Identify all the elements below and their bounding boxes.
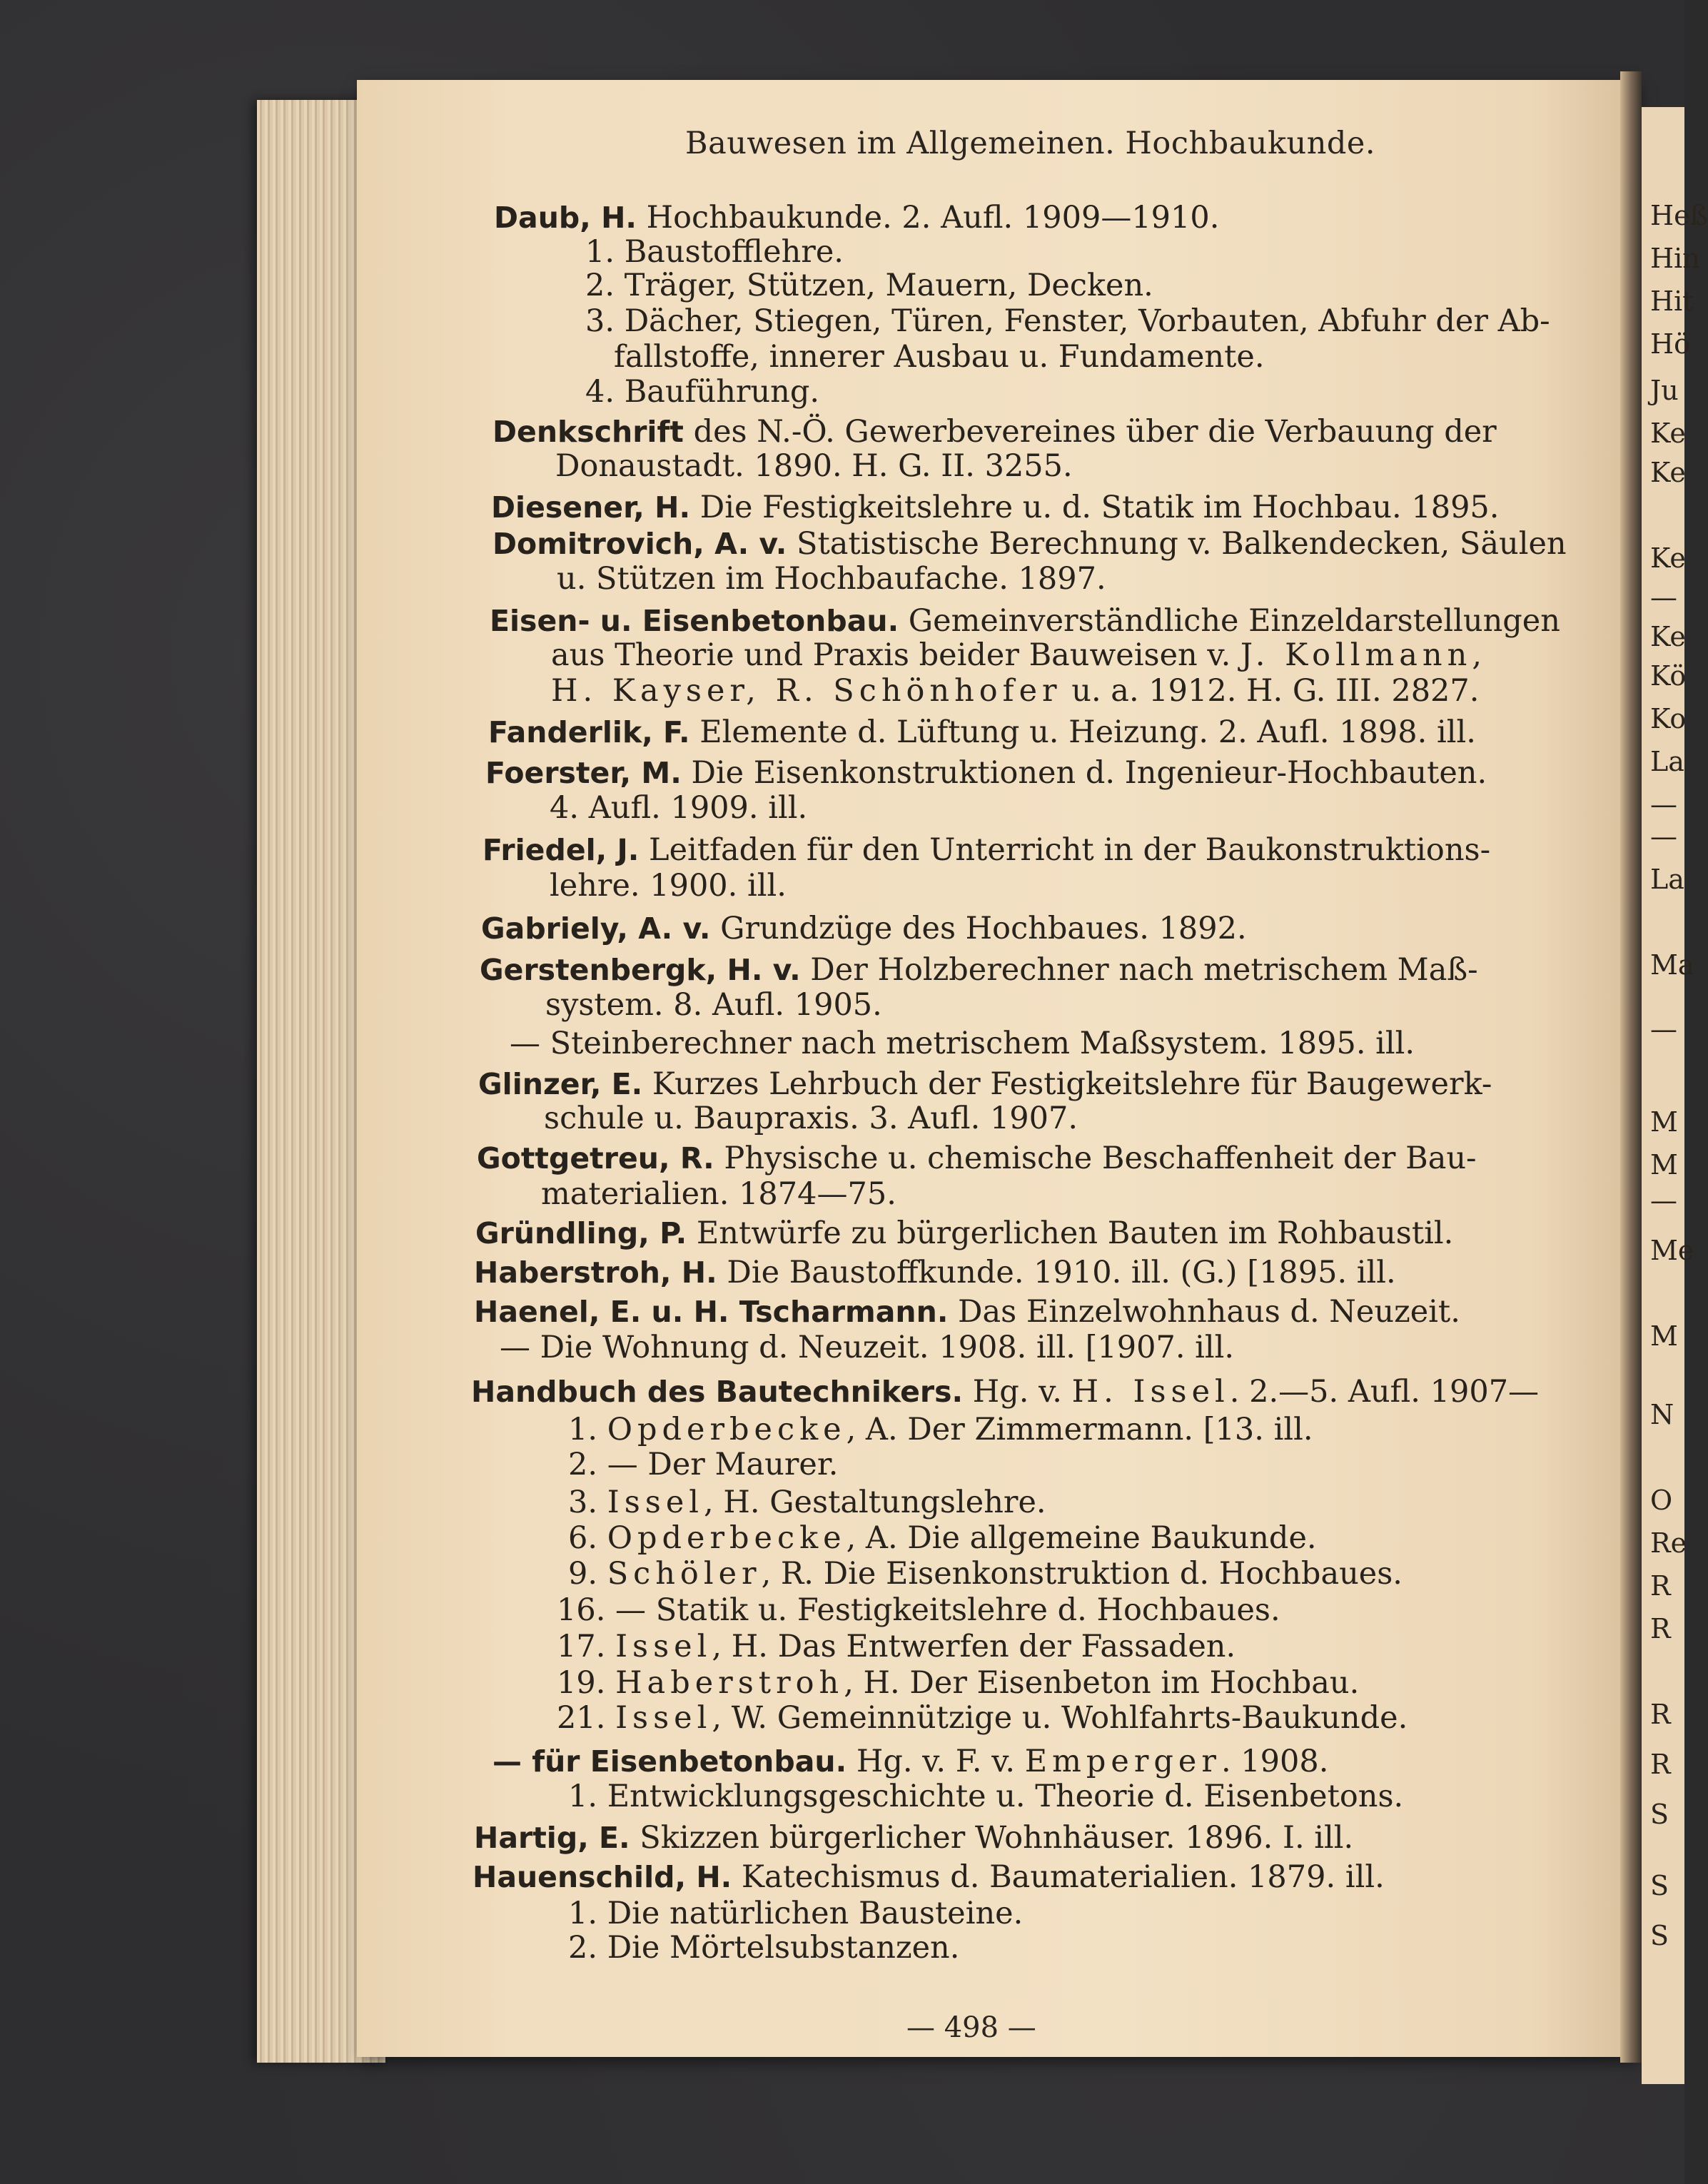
- entry-text: 2. Träger, Stützen, Mauern, Decken.: [585, 268, 1153, 303]
- entry-text: Hg. v. F. v.: [847, 1744, 1025, 1779]
- entry-text: Leitfaden für den Unterricht in der Baukonstruktions-: [639, 832, 1491, 868]
- entry-text: u. a. 1912. H. G. III. 2827.: [1061, 673, 1480, 709]
- facing-page-fragment: M: [1650, 1149, 1678, 1181]
- author-name: — für Eisenbetonbau.: [492, 1744, 847, 1779]
- entry-text: Hg. v.: [963, 1374, 1072, 1410]
- spaced-name: Opderbecke: [607, 1412, 847, 1447]
- entry-text: — Die Wohnung d. Neuzeit. 1908. ill. [1907. ill.: [500, 1330, 1235, 1365]
- spaced-name: Emperger: [1024, 1744, 1221, 1779]
- facing-page-fragment: Re: [1650, 1527, 1687, 1559]
- facing-page-fragment: Heß: [1650, 200, 1708, 231]
- entry-text: , H. Gestaltungslehre.: [704, 1485, 1046, 1520]
- entry-line: [568, 1779, 1403, 1814]
- entry-text: , W. Gemeinnützige u. Wohlfahrts-Baukunde.: [712, 1700, 1408, 1736]
- author-name: Glinzer, E.: [478, 1067, 643, 1101]
- entry-heading-line: [477, 1141, 1477, 1176]
- facing-page-fragment: La: [1650, 864, 1684, 895]
- entry-text: u. Stützen im Hochbaufache. 1897.: [557, 561, 1106, 597]
- facing-page-fragment: Ke: [1650, 418, 1686, 449]
- running-head: Bauwesen im Allgemeinen. Hochbaukunde.: [685, 126, 1376, 161]
- entry-line: [568, 1556, 1403, 1592]
- author-name: Haberstroh, H.: [474, 1255, 717, 1290]
- entry-heading-line: [474, 1294, 1460, 1330]
- facing-page-fragment: Hit: [1650, 285, 1694, 317]
- facing-page-fragment: Ju: [1650, 375, 1679, 406]
- facing-page-fragment: M: [1650, 1320, 1678, 1352]
- facing-page-fragment: O: [1650, 1485, 1673, 1516]
- entry-heading-line: [473, 1859, 1385, 1895]
- entry-line: [585, 303, 1550, 339]
- facing-page-fragment: —: [1650, 582, 1677, 613]
- entry-line: [614, 339, 1265, 375]
- entry-text: , A. Der Zimmermann. [13. ill.: [846, 1412, 1313, 1447]
- facing-page-fragment: Ke: [1650, 457, 1686, 488]
- entry-heading-line: [475, 1215, 1453, 1251]
- entry-line: [568, 1412, 1313, 1447]
- facing-page-fragment: R: [1650, 1570, 1671, 1602]
- entry-text: Physische u. chemische Beschaffenheit der Bau-: [714, 1141, 1477, 1176]
- entry-line: [500, 1330, 1234, 1365]
- facing-page-fragment: Ke: [1650, 621, 1686, 652]
- author-name: Denkschrift: [492, 415, 684, 449]
- facing-page-fragment: Hö: [1650, 328, 1691, 360]
- entry-heading-line: [492, 526, 1567, 562]
- author-name: Haenel, E. u. H. Tscharmann.: [474, 1295, 949, 1329]
- facing-page-fragment: S: [1650, 1870, 1669, 1901]
- entry-heading-line: [480, 952, 1478, 988]
- entry-text: Kurzes Lehrbuch der Festigkeitslehre für Baugewerk-: [642, 1066, 1492, 1102]
- spaced-name: Issel: [607, 1485, 704, 1520]
- entry-text: 1. Baustofflehre.: [585, 234, 844, 270]
- entry-text: — Steinberechner nach metrischem Maßsystem. 1895. ill.: [510, 1026, 1415, 1061]
- entry-line: [557, 1665, 1359, 1701]
- entry-text: , H. Der Eisenbeton im Hochbau.: [844, 1665, 1360, 1701]
- author-name: Friedel, J.: [482, 833, 640, 867]
- entry-line: [550, 868, 787, 904]
- entry-text: system. 8. Aufl. 1905.: [545, 987, 882, 1023]
- facing-page-fragment: —: [1650, 821, 1677, 852]
- spaced-name: H. Issel: [1071, 1374, 1230, 1410]
- entry-line: [550, 790, 807, 826]
- entry-text: 1.: [568, 1412, 607, 1447]
- author-name: Domitrovich, A. v.: [492, 527, 787, 561]
- entry-line: [555, 448, 1073, 484]
- facing-page-fragment: La: [1650, 746, 1684, 777]
- facing-page-fragment: Ke: [1650, 542, 1686, 574]
- spaced-name: Issel: [615, 1700, 712, 1736]
- book-gutter: [1620, 71, 1642, 2063]
- entry-heading-line: [488, 714, 1476, 750]
- entry-text: . 2.—5. Aufl. 1907—: [1229, 1374, 1540, 1410]
- entry-heading-line: [491, 490, 1499, 525]
- facing-page-fragment: S: [1650, 1920, 1669, 1951]
- page-number: — 498 —: [906, 2011, 1036, 2044]
- entry-text: , R. Die Eisenkonstruktion d. Hochbaues.: [761, 1556, 1403, 1592]
- entry-text: 3. Dächer, Stiegen, Türen, Fenster, Vorbauten, Abfuhr der Ab-: [585, 303, 1550, 339]
- entry-text: ,: [1472, 637, 1482, 673]
- entry-line: [541, 1176, 896, 1212]
- spaced-name: Opderbecke: [607, 1520, 847, 1556]
- facing-page-fragment: M: [1650, 1106, 1678, 1138]
- author-name: Diesener, H.: [491, 490, 691, 525]
- entry-text: Katechismus d. Baumaterialien. 1879. ill.: [732, 1859, 1385, 1895]
- entry-text: aus Theorie und Praxis beider Bauweisen v.: [551, 637, 1240, 673]
- entry-text: 19.: [557, 1665, 616, 1701]
- entry-heading-line: [482, 832, 1490, 868]
- spaced-name: Schöler: [607, 1556, 762, 1592]
- author-name: Daub, H.: [494, 201, 637, 235]
- facing-page-fragment: —: [1650, 1185, 1677, 1216]
- entry-text: Grundzüge des Hochbaues. 1892.: [710, 911, 1247, 946]
- entry-text: Hochbaukunde. 2. Aufl. 1909—1910.: [636, 200, 1220, 236]
- facing-page-fragment: N: [1650, 1399, 1674, 1430]
- entry-line: [545, 987, 882, 1023]
- entry-text: Donaustadt. 1890. H. G. II. 3255.: [555, 448, 1073, 484]
- author-name: Gründling, P.: [475, 1216, 687, 1250]
- entry-heading-line: [471, 1374, 1539, 1410]
- entry-line: [585, 268, 1153, 303]
- entry-text: 4. Aufl. 1909. ill.: [550, 790, 808, 826]
- entry-heading-line: [481, 911, 1247, 946]
- entry-text: , A. Die allgemeine Baukunde.: [846, 1520, 1317, 1556]
- entry-text: 16. — Statik u. Festigkeitslehre d. Hochbaues.: [557, 1592, 1280, 1628]
- entry-text: Entwürfe zu bürgerlichen Bauten im Rohbaustil.: [687, 1215, 1454, 1251]
- entry-text: 2. — Der Maurer.: [568, 1447, 839, 1482]
- entry-text: Skizzen bürgerlicher Wohnhäuser. 1896. I. ill.: [630, 1820, 1354, 1856]
- author-name: Gottgetreu, R.: [477, 1141, 714, 1176]
- entry-heading-line: [474, 1820, 1353, 1856]
- facing-page-fragment: S: [1650, 1799, 1669, 1830]
- spaced-name: J. Kollmann: [1240, 637, 1472, 673]
- entry-text: . 1908.: [1221, 1744, 1329, 1779]
- entry-text: Die Baustoffkunde. 1910. ill. (G.) [1895. ill.: [717, 1255, 1396, 1290]
- entry-line: [544, 1101, 1078, 1136]
- entry-heading-line: [485, 755, 1487, 791]
- entry-line: [557, 1700, 1408, 1736]
- entry-heading-line: [478, 1066, 1492, 1102]
- facing-page-fragment: R: [1650, 1749, 1671, 1780]
- author-name: Gerstenbergk, H. v.: [480, 953, 801, 987]
- entry-heading-line: [492, 414, 1497, 450]
- entry-line: [557, 561, 1106, 597]
- entry-text: , H. Das Entwerfen der Fassaden.: [712, 1629, 1236, 1664]
- entry-text: 1. Die natürlichen Bausteine.: [568, 1896, 1024, 1931]
- entry-text: lehre. 1900. ill.: [550, 868, 787, 904]
- facing-page-fragment: R: [1650, 1613, 1671, 1644]
- entry-text: 1. Entwicklungsgeschichte u. Theorie d. Eisenbetons.: [568, 1779, 1404, 1814]
- author-name: Eisen- u. Eisenbetonbau.: [490, 604, 899, 638]
- author-name: Handbuch des Bautechnikers.: [471, 1375, 964, 1409]
- entry-text: Elemente d. Lüftung u. Heizung. 2. Aufl. 1898. ill.: [689, 714, 1476, 750]
- entry-text: Statistische Berechnung v. Balkendecken, Säulen: [787, 526, 1567, 562]
- entry-heading-line: [474, 1255, 1396, 1290]
- entry-heading-line: [492, 1744, 1328, 1779]
- author-name: Hauenschild, H.: [473, 1860, 732, 1894]
- author-name: Hartig, E.: [474, 1821, 630, 1855]
- entry-heading-line: [490, 603, 1560, 639]
- entry-line: [510, 1026, 1415, 1061]
- facing-page-fragment: Ko: [1650, 703, 1687, 734]
- entry-line: [568, 1520, 1317, 1556]
- entry-line: [568, 1896, 1023, 1931]
- facing-page-fragment: Kö: [1650, 660, 1687, 692]
- entry-text: Der Holzberechner nach metrischem Maß-: [800, 952, 1478, 988]
- author-name: Fanderlik, F.: [488, 715, 690, 749]
- entry-text: Die Festigkeitslehre u. d. Statik im Hochbau. 1895.: [690, 490, 1500, 525]
- facing-page-fragment: Me: [1650, 1235, 1694, 1266]
- spaced-name: H. Kayser, R. Schönhofer: [551, 673, 1062, 709]
- author-name: Foerster, M.: [485, 756, 682, 790]
- entry-line: [568, 1930, 959, 1966]
- entry-text: schule u. Baupraxis. 3. Aufl. 1907.: [544, 1101, 1078, 1136]
- entry-line: [557, 1629, 1235, 1664]
- entry-text: 3.: [568, 1485, 607, 1520]
- entry-text: 4. Bauführung.: [585, 374, 820, 410]
- facing-page-fragment: —: [1650, 1013, 1677, 1045]
- entry-text: 9.: [568, 1556, 607, 1592]
- entry-text: 6.: [568, 1520, 607, 1556]
- entry-text: Gemeinverständliche Einzeldarstellungen: [899, 603, 1560, 639]
- facing-page-fragment: R: [1650, 1699, 1671, 1730]
- entry-text: materialien. 1874—75.: [541, 1176, 896, 1212]
- entry-text: fallstoffe, innerer Ausbau u. Fundamente.: [614, 339, 1265, 375]
- entry-heading-line: [494, 200, 1219, 236]
- author-name: Gabriely, A. v.: [481, 911, 711, 946]
- entry-line: [568, 1485, 1046, 1520]
- entry-text: 21.: [557, 1700, 616, 1736]
- entry-line: [551, 673, 1479, 709]
- entry-text: 17.: [557, 1629, 616, 1664]
- facing-page-fragment: Hin: [1650, 243, 1700, 274]
- entry-line: [551, 637, 1482, 673]
- entry-line: [585, 374, 819, 410]
- entry-line: [557, 1592, 1280, 1628]
- facing-page-fragment: Ma: [1650, 949, 1694, 981]
- entry-text: Die Eisenkonstruktionen d. Ingenieur-Hochbauten.: [681, 755, 1487, 791]
- entry-text: 2. Die Mörtelsubstanzen.: [568, 1930, 960, 1966]
- entry-text: Das Einzelwohnhaus d. Neuzeit.: [948, 1294, 1460, 1330]
- entry-line: [568, 1447, 838, 1482]
- spaced-name: Issel: [615, 1629, 712, 1664]
- entry-line: [585, 234, 844, 270]
- facing-page-fragment: —: [1650, 789, 1677, 820]
- entry-text: des N.-Ö. Gewerbevereines über die Verbauung der: [683, 414, 1497, 450]
- spaced-name: Haberstroh: [615, 1665, 844, 1701]
